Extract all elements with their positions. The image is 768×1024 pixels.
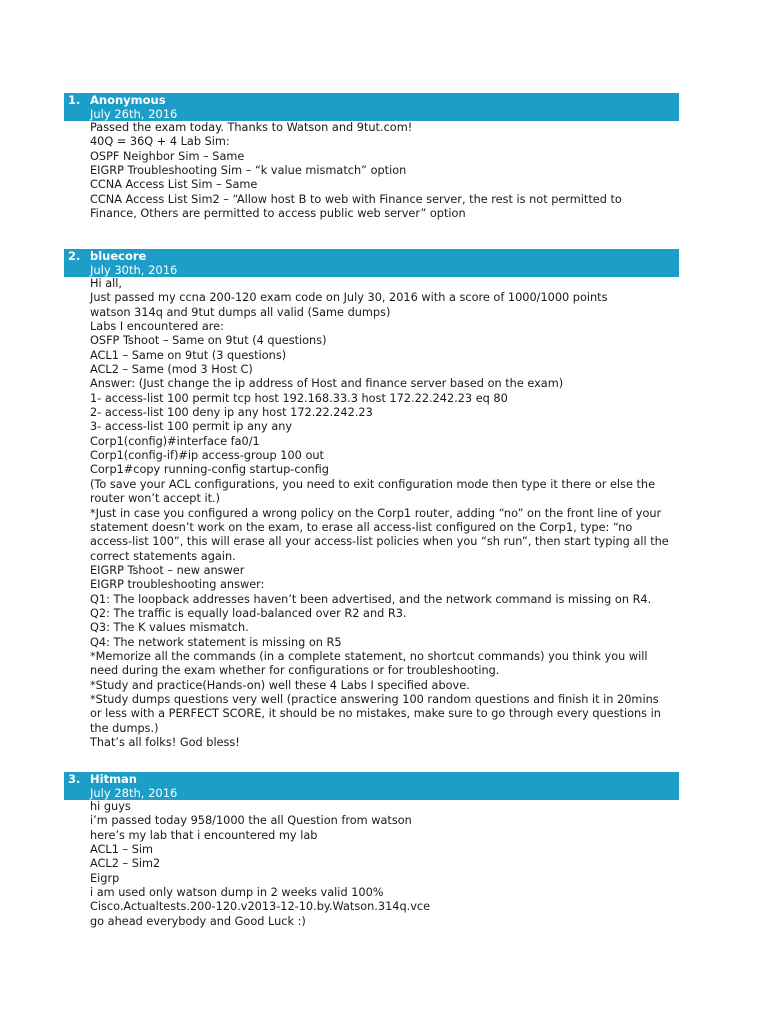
comment-author: Anonymous (90, 93, 166, 107)
comment-line: 1- access-list 100 permit tcp host 192.168.33.3 host 172.22.242.23 eq 80 (90, 391, 508, 405)
comment-line: Passed the exam today. Thanks to Watson and 9tut.com! (90, 121, 413, 134)
comment-line: hi guys (90, 800, 131, 813)
comment-author: Hitman (90, 772, 137, 786)
comment-date: July 28th, 2016 (90, 786, 178, 800)
comment-line: Q2: The traffic is equally load-balanced over R2 and R3. (90, 606, 407, 620)
comment-line: statement doesn’t work on the exam, to erase all access-list configured on the Corp1, type: “no (90, 520, 633, 534)
comment-body (90, 277, 679, 750)
comment-line: *Memorize all the commands (in a complete statement, no shortcut commands) you think you will (90, 649, 648, 663)
comment-line: Q4: The network statement is missing on R5 (90, 635, 342, 649)
comment-line: ACL1 – Sim (90, 843, 154, 857)
comment-line: Q3: The K values mismatch. (90, 621, 249, 635)
comment-line: OSPF Neighbor Sim – Same (90, 149, 245, 163)
comment-line: *Study dumps questions very well (practice answering 100 random questions and finish it in 20mins (90, 692, 659, 706)
comment-line: ACL2 – Sim2 (90, 857, 161, 871)
comment-date: July 26th, 2016 (90, 107, 178, 121)
comment-number: 2. (68, 249, 81, 263)
comment-line: (To save your ACL configurations, you need to exit configuration mode then type it there or else the (90, 477, 656, 491)
comment-header (64, 249, 679, 277)
comment-line: Corp1#copy running-config startup-config (90, 463, 329, 477)
comment-line: That’s all folks! God bless! (90, 736, 240, 749)
comment-line: Corp1(config-if)#ip access-group 100 out (90, 449, 324, 463)
comment-date: July 30th, 2016 (90, 263, 178, 277)
comment-line: here’s my lab that i encountered my lab (90, 828, 318, 842)
comment-header (64, 93, 679, 121)
comment-line: Cisco.Actualtests.200-120.v2013-12-10.by.Watson.314q.vce (90, 900, 431, 914)
comment-body (90, 800, 679, 929)
comment-line: EIGRP troubleshooting answer: (90, 578, 265, 592)
comment-author: bluecore (90, 249, 147, 263)
comment-number: 1. (68, 93, 81, 107)
comment-line: CCNA Access List Sim – Same (90, 178, 258, 192)
comment-2 (64, 249, 679, 750)
comment-line: *Study and practice(Hands-on) well these 4 Labs I specified above. (90, 678, 470, 692)
comment-line: EIGRP Tshoot – new answer (90, 563, 245, 577)
comment-line: Answer: (Just change the ip address of Host and finance server based on the exam) (90, 377, 564, 391)
comment-line: Corp1(config)#interface fa0/1 (90, 434, 260, 448)
comment-1 (64, 93, 679, 221)
comment-line: ACL2 – Same (mod 3 Host C) (90, 363, 253, 377)
comment-header (64, 772, 679, 800)
comment-body (90, 121, 679, 221)
comment-line: Hi all, (90, 277, 123, 290)
comment-line: OSFP Tshoot – Same on 9tut (4 questions) (90, 334, 327, 348)
comment-line: EIGRP Troubleshooting Sim – “k value mismatch” option (90, 164, 407, 178)
comment-line: CCNA Access List Sim2 – “Allow host B to web with Finance server, the rest is not permitted to (90, 192, 622, 206)
comment-line: Finance, Others are permitted to access public web server” option (90, 207, 466, 221)
comment-line: router won’t accept it.) (90, 492, 221, 506)
comment-line: or less with a PERFECT SCORE, it should be no mistakes, make sure to go through every questions in (90, 707, 661, 721)
comment-line: 40Q = 36Q + 4 Lab Sim: (90, 135, 230, 149)
comment-line: go ahead everybody and Good Luck :) (90, 914, 306, 928)
comment-line: i am used only watson dump in 2 weeks valid 100% (90, 886, 384, 900)
comment-line: watson 314q and 9tut dumps all valid (Same dumps) (90, 305, 391, 319)
comment-3 (64, 772, 679, 929)
comment-line: correct statements again. (90, 549, 236, 563)
comment-line: ACL1 – Same on 9tut (3 questions) (90, 348, 287, 362)
comment-line: Labs I encountered are: (90, 320, 224, 334)
comment-line: Just passed my ccna 200-120 exam code on July 30, 2016 with a score of 1000/1000 points (90, 291, 608, 305)
comment-line: Eigrp (90, 871, 120, 885)
comment-number: 3. (68, 772, 81, 786)
comment-line: access-list 100”, this will erase all your access-list policies when you “sh run”, then start typing all the (90, 535, 669, 549)
comment-line: Q1: The loopback addresses haven’t been advertised, and the network command is missing on R4. (90, 592, 652, 606)
comment-line: 3- access-list 100 permit ip any any (90, 420, 293, 434)
comment-line: the dumps.) (90, 721, 159, 735)
comment-line: i’m passed today 958/1000 the all Question from watson (90, 814, 412, 828)
comment-line: need during the exam whether for configurations or for troubleshooting. (90, 664, 500, 678)
comment-line: 2- access-list 100 deny ip any host 172.22.242.23 (90, 406, 373, 420)
comment-line: *Just in case you configured a wrong policy on the Corp1 router, adding “no” on the front line of your (90, 506, 662, 520)
